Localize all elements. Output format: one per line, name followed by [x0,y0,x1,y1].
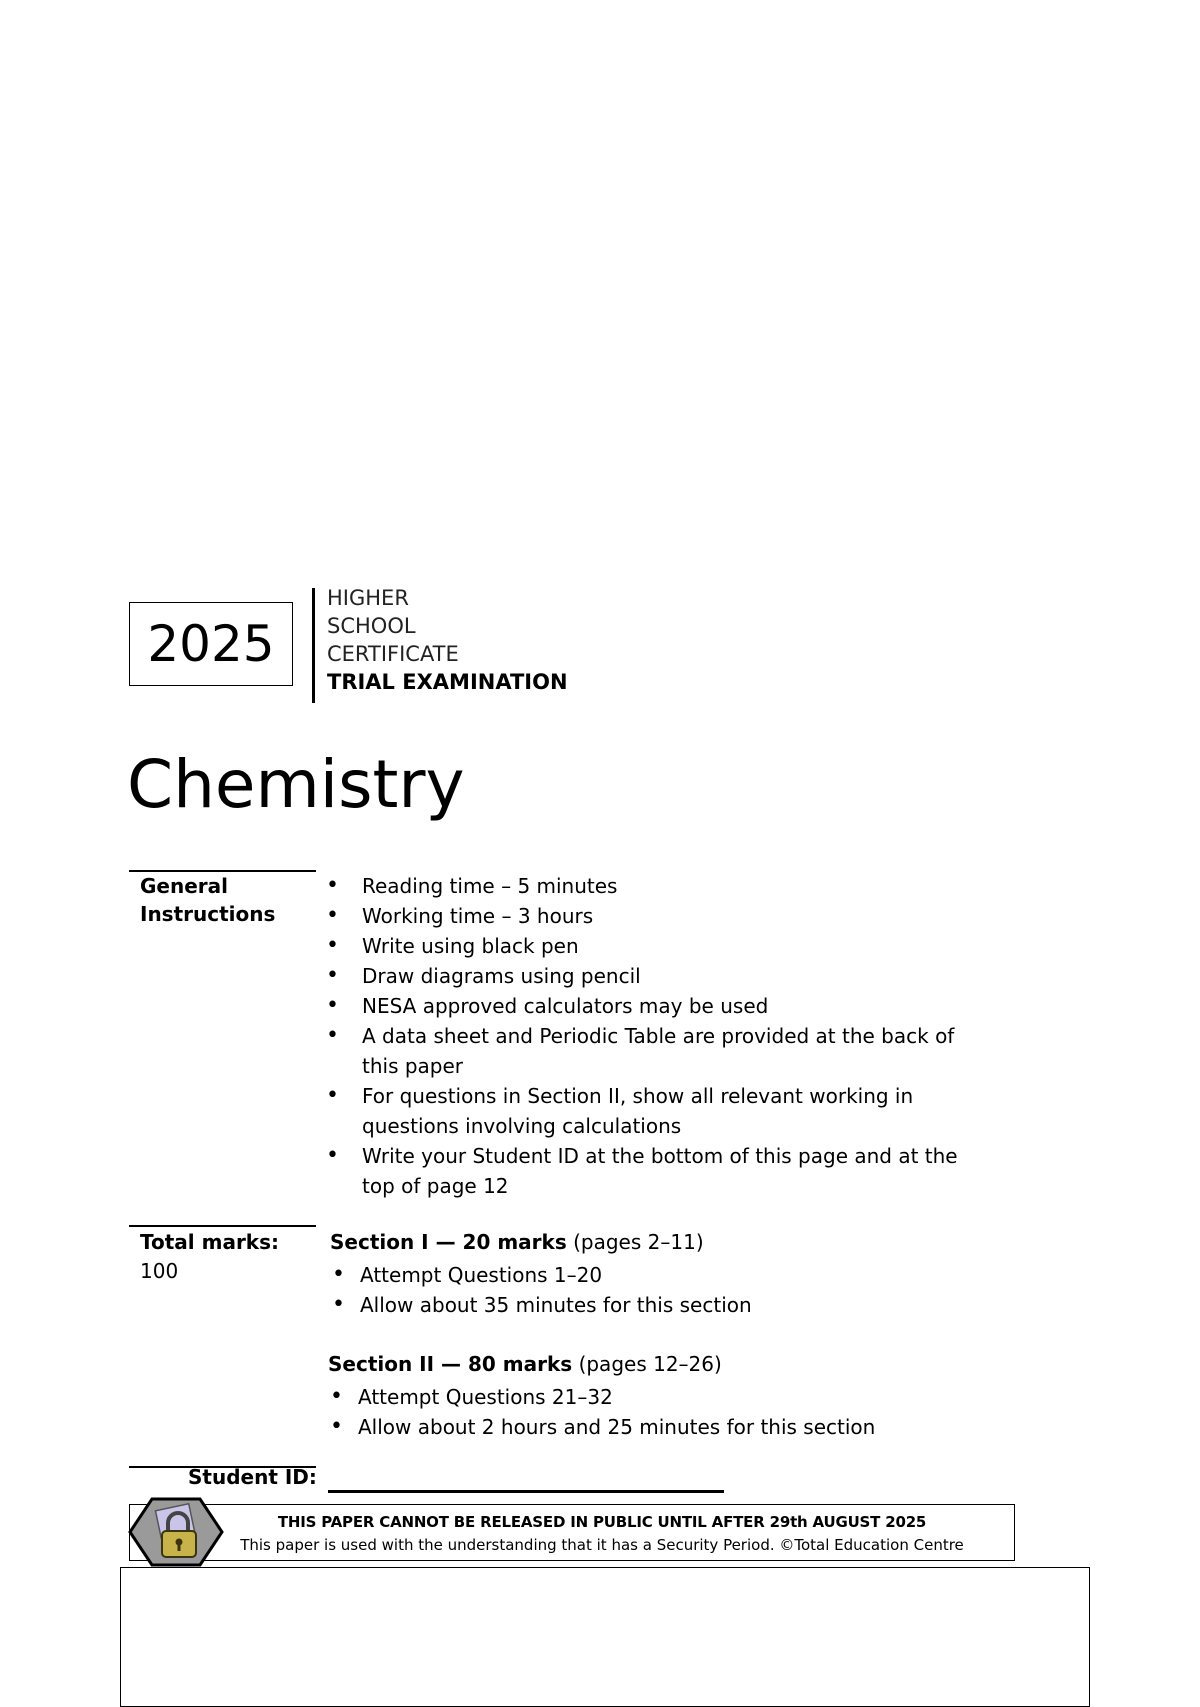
cert-line-1: HIGHER [327,586,409,610]
instruction-item: • Write using black pen [324,931,964,961]
lock-icon [128,1495,224,1569]
year-box [129,602,293,686]
exam-year: 2025 [147,615,275,673]
section-1-pages: (pages 2–11) [573,1230,704,1254]
general-label-line1: General [140,874,228,898]
cert-line-4: TRIAL EXAMINATION [327,670,568,694]
notice-title: THIS PAPER CANNOT BE RELEASED IN PUBLIC UNTIL AFTER 29th AUGUST 2025 [277,1513,927,1531]
section-1-item: • Attempt Questions 1–20 [330,1260,970,1290]
total-marks-value: 100 [140,1259,179,1283]
instruction-item: • Reading time – 5 minutes [324,871,964,901]
notice-subtitle: This paper is used with the understanding that it has a Security Period. ©Total Education Centre [240,1536,964,1554]
marks-rule [129,1225,316,1227]
security-notice [129,1504,1015,1561]
student-id-field[interactable] [328,1490,724,1493]
section-2-heading [328,1350,968,1378]
cert-line-2: SCHOOL [327,614,416,638]
bottom-frame [120,1567,1090,1707]
section-1-heading [330,1228,970,1256]
section-1-title: Section I — 20 marks [330,1230,567,1254]
instruction-item: • Draw diagrams using pencil [324,961,964,991]
section-2-title: Section II — 80 marks [328,1352,573,1376]
general-instructions-list [324,871,964,1201]
instruction-item: • NESA approved calculators may be used [324,991,964,1021]
section-1-item: • Allow about 35 minutes for this section [330,1290,970,1320]
subject-title: Chemistry [127,746,465,823]
instruction-item: • For questions in Section II, show all relevant working in questions involving calculations [324,1081,964,1141]
instruction-item: • Write your Student ID at the bottom of this page and at the top of page 12 [324,1141,964,1201]
section-2-item: • Allow about 2 hours and 25 minutes for this section [328,1412,968,1442]
total-marks-label: Total marks: [140,1230,280,1254]
cert-line-3: CERTIFICATE [327,642,459,666]
student-id-label: Student ID: [188,1465,317,1489]
instruction-item: • A data sheet and Periodic Table are provided at the back of this paper [324,1021,964,1081]
section-2 [328,1350,968,1442]
general-label [140,872,275,928]
section-2-item: • Attempt Questions 21–32 [328,1382,968,1412]
instruction-item: • Working time – 3 hours [324,901,964,931]
general-label-line2: Instructions [140,902,276,926]
certificate-title [327,584,568,696]
header-divider [312,588,315,703]
section-1 [330,1228,970,1320]
section-2-pages: (pages 12–26) [578,1352,722,1376]
